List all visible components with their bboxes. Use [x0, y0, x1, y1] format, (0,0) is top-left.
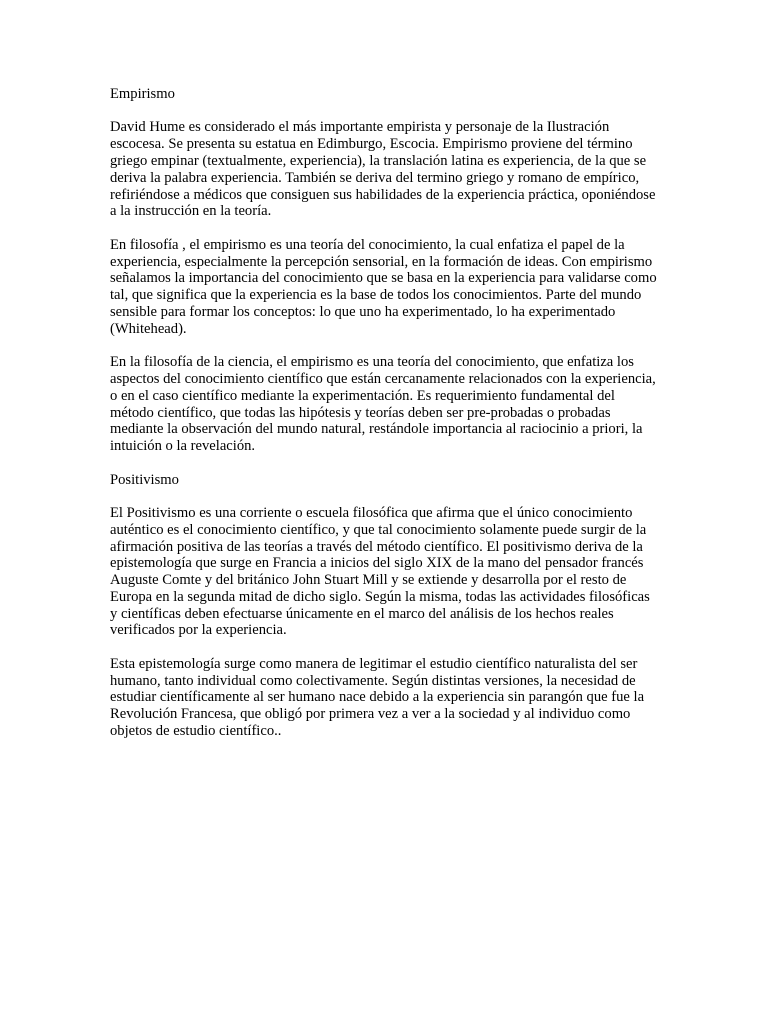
document-page [110, 86, 658, 756]
paragraph-positivismo: El Positivismo es una corriente o escuela filosófica que afirma que el único conocimiento auténtico es el conocimiento científico, y que tal conocimiento solamente puede surgir de la afirmación positiva de las teorías a través del método científico. El positivismo deriva de la epistemología que surge en Francia a inicios del siglo XIX de la mano del pensador francés Auguste Comte y del británico John Stuart Mill y se extiende y desarrolla por el resto de Europa en la segunda mitad de dicho siglo. Según la misma, todas las actividades filosóficas y científicas deben efectuarse únicamente en el marco del análisis de los hechos reales verificados por la experiencia. [110, 504, 650, 639]
paragraph-hume: David Hume es considerado el más importante empirista y personaje de la Ilustración escocesa. Se presenta su estatua en Edimburgo, Escocia. Empirismo proviene del término griego empinar (textualmente, experiencia), la translación latina es experiencia, de la que se deriva la palabra experiencia. También se deriva del termino griego y romano de empírico, refiriéndose a médicos que consiguen sus habilidades de la experiencia práctica, oponiéndose a la instrucción en la teoría. [110, 119, 656, 220]
paragraph-ciencia: En la filosofía de la ciencia, el empirismo es una teoría del conocimiento, que enfatiza los aspectos del conocimiento científico que están cercanamente relacionados con la experiencia, o en el caso científico mediante la experimentación. Es requerimiento fundamental del método científico, que todas las hipótesis y teorías deben ser pre-probadas o probadas mediante la observación del mundo natural, restándole importancia al raciocinio a priori, la intuición o la revelación. [110, 354, 656, 455]
section-heading-positivismo: Positivismo [110, 471, 179, 488]
section-heading-empirismo: Empirismo [110, 86, 175, 102]
paragraph-filosofia: En filosofía , el empirismo es una teoría del conocimiento, la cual enfatiza el papel de la experiencia, especialmente la percepción sensorial, en la formación de ideas. Con empirismo señalamos la importancia del conocimiento que se basa en la experiencia para validarse como tal, que significa que la experiencia es la base de todos los conocimientos. Parte del mundo sensible para formar los conceptos: lo que uno ha experimentado, lo ha experimentado (Whitehead). [110, 236, 657, 337]
paragraph-epistemologia: Esta epistemología surge como manera de legitimar el estudio científico naturalista del ser humano, tanto individual como colectivamente. Según distintas versiones, la necesidad de estudiar científicamente al ser humano nace debido a la experiencia sin parangón que fue la Revolución Francesa, que obligó por primera vez a ver a la sociedad y al individuo como objetos de estudio científico.. [110, 655, 645, 740]
